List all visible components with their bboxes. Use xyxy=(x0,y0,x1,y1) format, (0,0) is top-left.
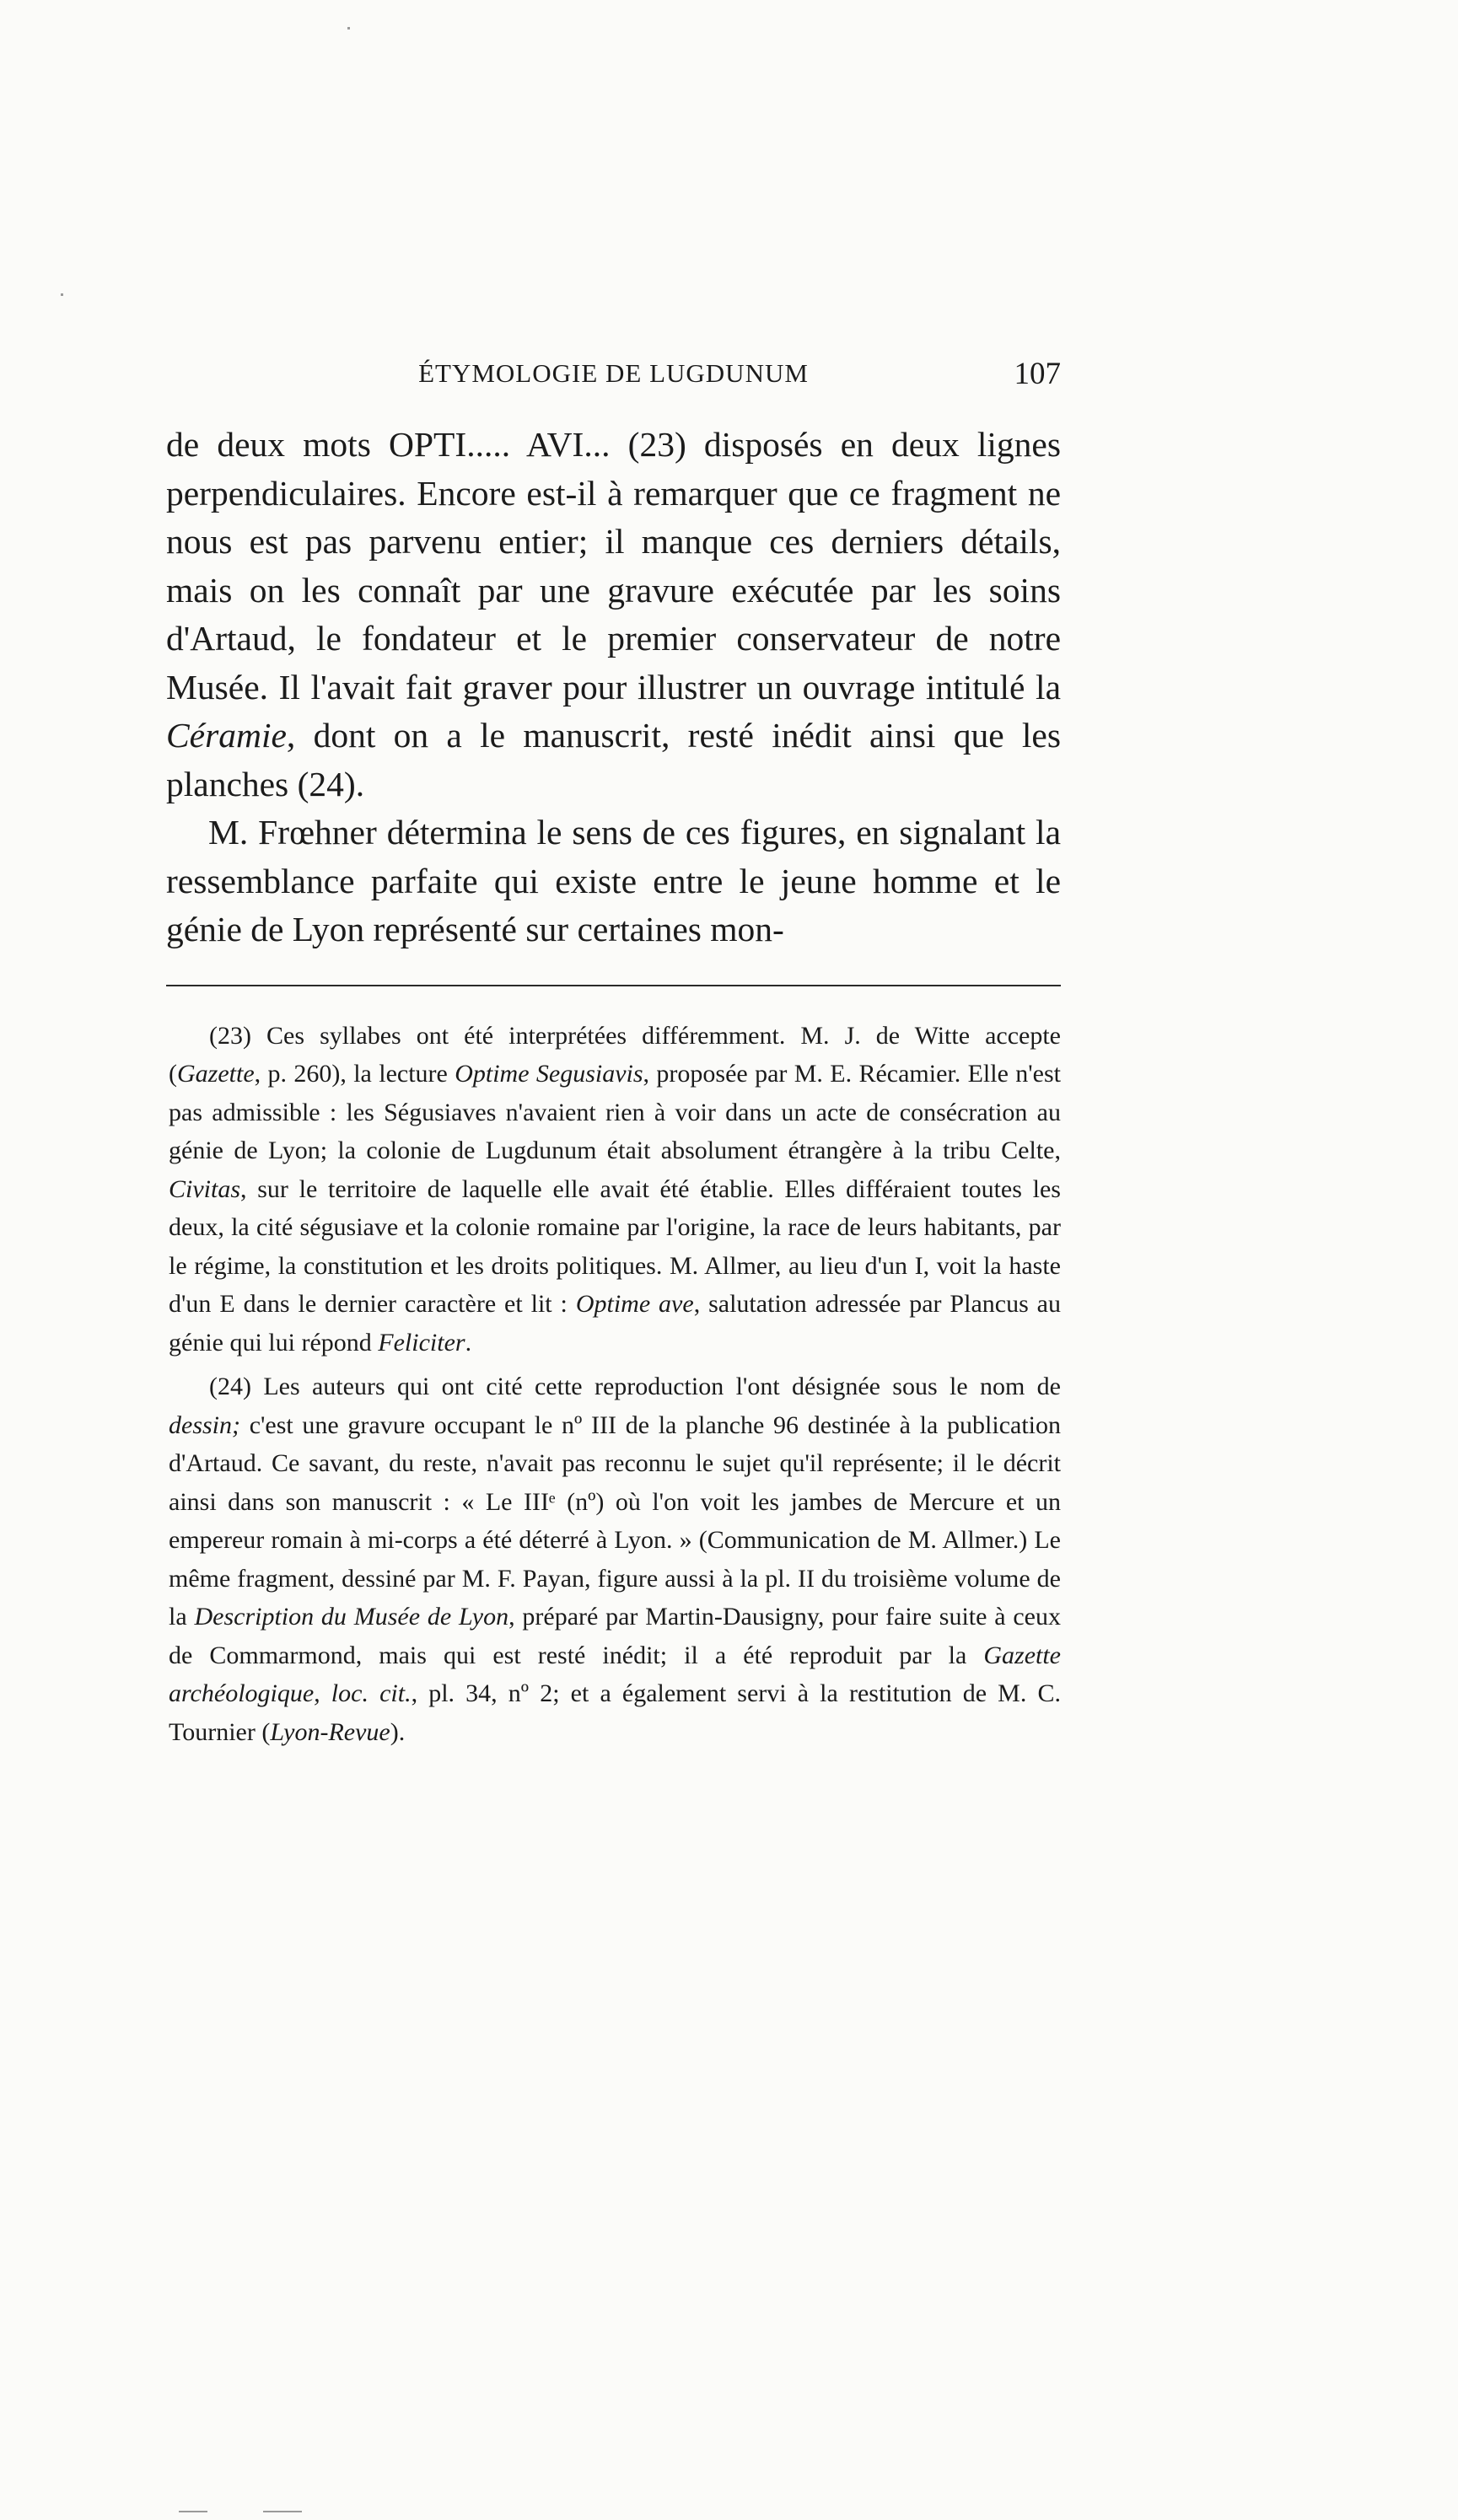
footnote-24-text: ). xyxy=(390,1717,406,1746)
footnote-23-italic: Gazette xyxy=(177,1060,255,1088)
speck xyxy=(179,2511,207,2512)
footnote-24-text: Les auteurs qui ont cité cette reproduction l'ont désignée sous le nom de xyxy=(250,1373,1061,1400)
page-content xyxy=(166,358,1061,1757)
footnote-23-text: , p. 260), la lecture xyxy=(254,1060,455,1088)
paragraph-1-text-b: , dont on a le manuscrit, resté inédit ainsi que les planches (24). xyxy=(166,716,1061,803)
footnote-23-italic: Optime ave xyxy=(575,1290,694,1318)
footnotes xyxy=(166,1017,1061,1752)
footnote-23-text: , proposée par M. E. Récamier. Elle n'est pas admissible : les Ségusiaves n'avaient rien à voir dans un acte de consécration au génie de Lyon; la colonie de Lugdunum était absolument étrangère à la tribu Celte, xyxy=(169,1060,1062,1164)
speck xyxy=(263,2511,302,2512)
running-title: ÉTYMOLOGIE DE LUGDUNUM xyxy=(418,358,809,388)
paragraph-2: M. Frœhner détermina le sens de ces figures, en signalant la ressemblance parfaite qui existe entre le jeune homme et le génie de Lyon représenté sur certaines mon- xyxy=(166,813,1061,948)
footnote-23-italic: Feliciter xyxy=(378,1328,465,1357)
footnote-23-italic: Optime Segusiavis xyxy=(455,1060,643,1088)
footnote-divider xyxy=(166,985,1061,986)
paragraph-1 xyxy=(166,421,1061,809)
footnote-23-text: , salutation adressée par Plancus au génie qui lui répond xyxy=(169,1290,1061,1357)
speck xyxy=(347,27,350,30)
footnote-23-number: (23) xyxy=(209,1021,251,1050)
footnote-24-italic: Description du Musée de Lyon xyxy=(194,1603,509,1631)
footnote-23-text: . xyxy=(465,1328,472,1357)
footnote-24-italic: Lyon-Revue xyxy=(270,1717,390,1746)
paragraph-1-text-a: de deux mots OPTI..... AVI... (23) disposés en deux lignes perpendiculaires. Encore est-il à remarquer que ce fragment ne nous est pas parvenu entier; il manque ces derniers détails, mais on les connaît par une gravure exécutée par les soins d'Artaud, le fondateur et le premier conservateur de notre Musée. Il l'avait fait graver pour illustrer un ouvrage intitulé la xyxy=(166,425,1061,707)
page-number: 107 xyxy=(1014,357,1061,391)
paragraph-1-title-ceramie: Céramie xyxy=(166,716,287,755)
running-header xyxy=(166,358,1061,402)
speck xyxy=(61,293,63,296)
footnote-24-italic: Gazette archéologique, loc. cit. xyxy=(169,1641,1061,1707)
footnote-24-text: , préparé par Martin-Dausigny, pour faire suite à ceux de Commarmond, mais qui est resté inédit; il a été reproduit par la xyxy=(169,1603,1061,1669)
main-text xyxy=(166,421,1061,954)
footnote-23 xyxy=(169,1017,1061,1362)
footnote-24-text: c'est une gravure occupant le nº III de la planche 96 destinée à la publication d'Artaud. Ce savant, du reste, n'avait pas reconnu le sujet qu'il représente; il le décrit ainsi dans son manuscrit : « Le IIIᵉ (nº) où l'on voit les jambes de Mercure et un empereur romain à mi-corps a été déterré à Lyon. » (Communication de M. Allmer.) Le même fragment, dessiné par M. F. Payan, figure aussi à la pl. II du troisième volume de la xyxy=(169,1410,1061,1631)
footnote-23-text: , sur le territoire de laquelle elle avait été établie. Elles différaient toutes les deux, la cité ségusiave et la colonie romaine par l'origine, la race de leurs habitants, par le régime, la constitution et les droits politiques. M. Allmer, au lieu d'un I, voit la haste d'un E dans le dernier caractère et lit : xyxy=(169,1174,1061,1318)
footnote-23-italic: Civitas xyxy=(169,1174,241,1203)
footnote-24-text: , pl. 34, nº 2; et a également servi à la restitution de M. C. Tournier ( xyxy=(169,1679,1061,1746)
footnote-23-text: Ces syllabes ont été interprétées différemment. M. J. de Witte accepte ( xyxy=(169,1021,1061,1088)
footnote-24-italic: dessin; xyxy=(169,1410,240,1439)
footnote-24 xyxy=(169,1367,1061,1751)
footnote-24-number: (24) xyxy=(209,1373,251,1400)
